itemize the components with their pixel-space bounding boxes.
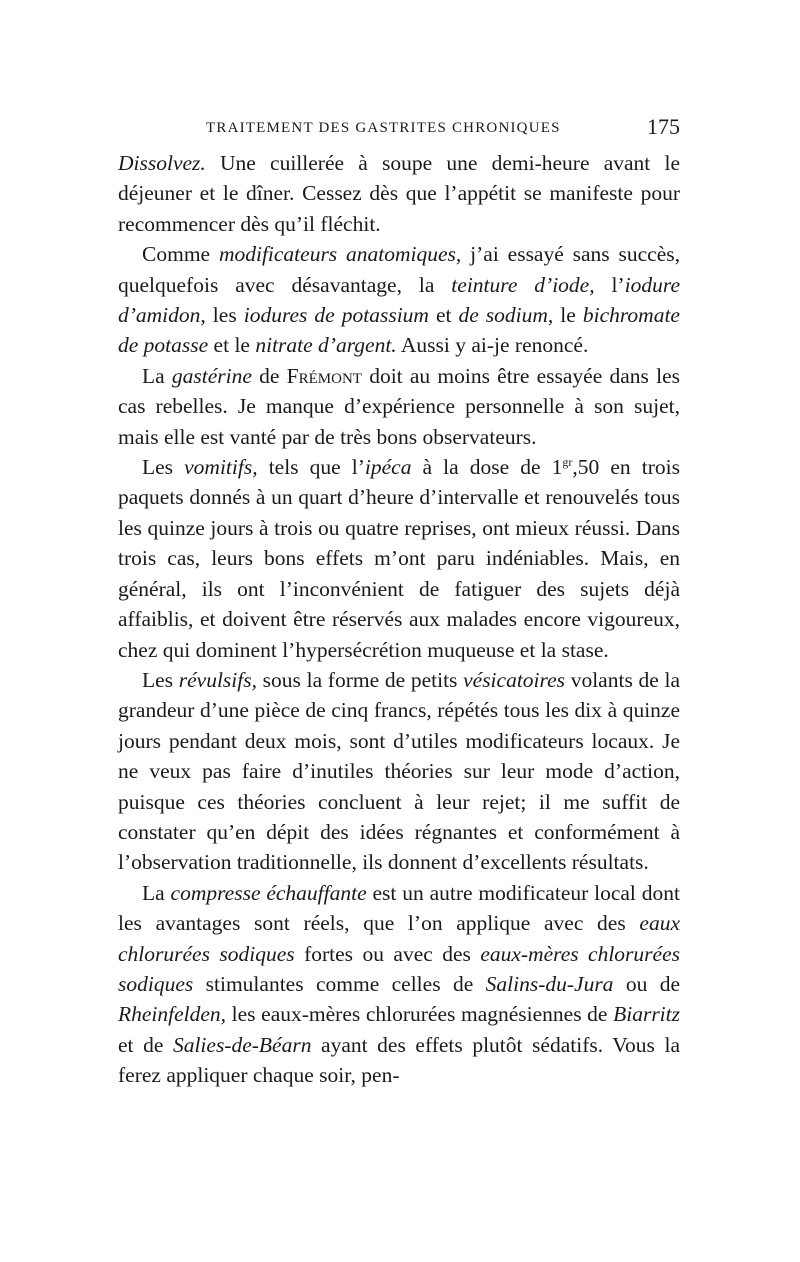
italic-term: Salins-du-Jura <box>485 971 614 996</box>
italic-term: ipéca <box>364 455 412 480</box>
italic-term: iodures de potassium <box>243 303 429 328</box>
text-run: ayant des effets plutôt sédatifs. Vous la ferez appliquer chaque soir, pen- <box>118 1032 681 1088</box>
text-run: et de <box>118 1032 173 1057</box>
text-run: Une cuillerée à soupe une demi-heure avant le déjeuner et le dîner. Cessez dès que l’appétit se manifeste pour recommencer dès qu’il fléchit. <box>118 151 680 236</box>
superscript: gr <box>562 454 573 469</box>
running-title: TRAITEMENT DES GASTRITES CHRONIQUES <box>206 120 561 136</box>
text-run: ou de <box>613 971 681 996</box>
italic-term: de sodium, <box>458 303 554 328</box>
italic-term: eaux-mères chlorurées sodiques <box>118 941 680 996</box>
italic-term: vomitifs, <box>184 455 258 480</box>
italic-term: compresse échauffante <box>170 880 367 905</box>
text-run: les eaux-mères chlorurées magnésiennes de <box>226 1002 614 1027</box>
italic-term: teinture d’iode, <box>451 272 595 297</box>
paragraph-vomitifs <box>118 452 680 665</box>
italic-term: nitrate d’argent. <box>255 333 397 358</box>
text-run: sous la forme de petits <box>256 667 464 692</box>
text-run: stimulantes comme celles de <box>193 971 486 996</box>
italic-term: modificateurs anatomiques, <box>218 242 462 267</box>
text-run: à la dose de 1 <box>411 455 563 480</box>
text-run: et <box>428 303 459 328</box>
italic-term: gastérine <box>171 363 252 388</box>
paragraph-modificateurs <box>118 239 680 361</box>
text-run: est un autre modificateur local dont les avantages sont réels, que l’on applique avec des <box>118 880 680 936</box>
paragraph-gasterine <box>118 361 680 452</box>
text-run: Les <box>142 667 179 692</box>
text-run: Comme <box>142 242 219 267</box>
italic-term: Salies-de-Béarn <box>172 1032 312 1057</box>
text-run: doit au moins être essayée dans les cas rebelles. Je manque d’expérience personnelle à son sujet, mais elle est vanté par de très bons observateurs. <box>118 363 680 449</box>
text-run: l’ <box>594 272 625 297</box>
text-run: ,50 en trois paquets donnés à un quart d’heure d’intervalle et renouvelés tous les quinze jours à trois ou quatre reprises, ont mieux réussi. Dans trois cas, leurs bons effets m’ont paru indéniables. Mais, en général, ils ont l’inconvénient de fatiguer des sujets déjà affaiblis, et doivent être réservés aux malades encore vigoureux, chez qui dominent l’hypersécrétion muqueuse et la stase. <box>118 455 680 662</box>
italic-term: eaux chlorurées sodiques <box>118 911 680 966</box>
text-run: volants de la grandeur d’une pièce de cinq francs, répétés tous les dix à quinze jours pendant deux mois, sont d’utiles modificateurs locaux. Je ne veux pas faire d’inutiles théories sur leur mode d’action, puisque ces théories concluent à leur rejet; il me suffit de constater qu’en dépit des idées régnantes et conformément à l’observation traditionnelle, ils donnent d’excellents résultats. <box>118 667 681 875</box>
book-page <box>118 108 680 1091</box>
italic-term: Biarritz <box>613 1002 680 1027</box>
text-run: de <box>251 363 287 388</box>
page-number: 175 <box>647 114 680 139</box>
text-run: j’ai essayé sans succès, quelquefois avec désavantage, la <box>118 242 680 297</box>
body-text <box>118 148 680 1091</box>
running-head <box>118 108 680 148</box>
paragraph-compresse <box>118 878 680 1091</box>
paragraph-revulsifs <box>118 665 680 878</box>
text-run: La <box>142 363 172 388</box>
text-run: les <box>205 303 244 328</box>
text-run: tels que l’ <box>257 455 365 480</box>
text-run: et le <box>208 333 256 358</box>
italic-term: Rheinfelden, <box>118 1002 227 1027</box>
text-run: Les <box>142 455 185 480</box>
italic-term: iodure d’amidon, <box>118 272 680 328</box>
text-run: La <box>142 880 171 905</box>
italic-term: Dissolvez. <box>118 151 206 175</box>
italic-term: bichromate de potasse <box>118 303 680 358</box>
text-run: Aussi y ai-je renoncé. <box>396 333 589 358</box>
paragraph-dissolvez <box>118 148 680 239</box>
italic-term: révulsifs, <box>178 667 257 692</box>
text-run: le <box>553 303 583 328</box>
text-run: fortes ou avec des <box>294 941 481 966</box>
italic-term: vésicatoires <box>463 667 566 692</box>
small-caps-name: Frémont <box>286 363 362 388</box>
